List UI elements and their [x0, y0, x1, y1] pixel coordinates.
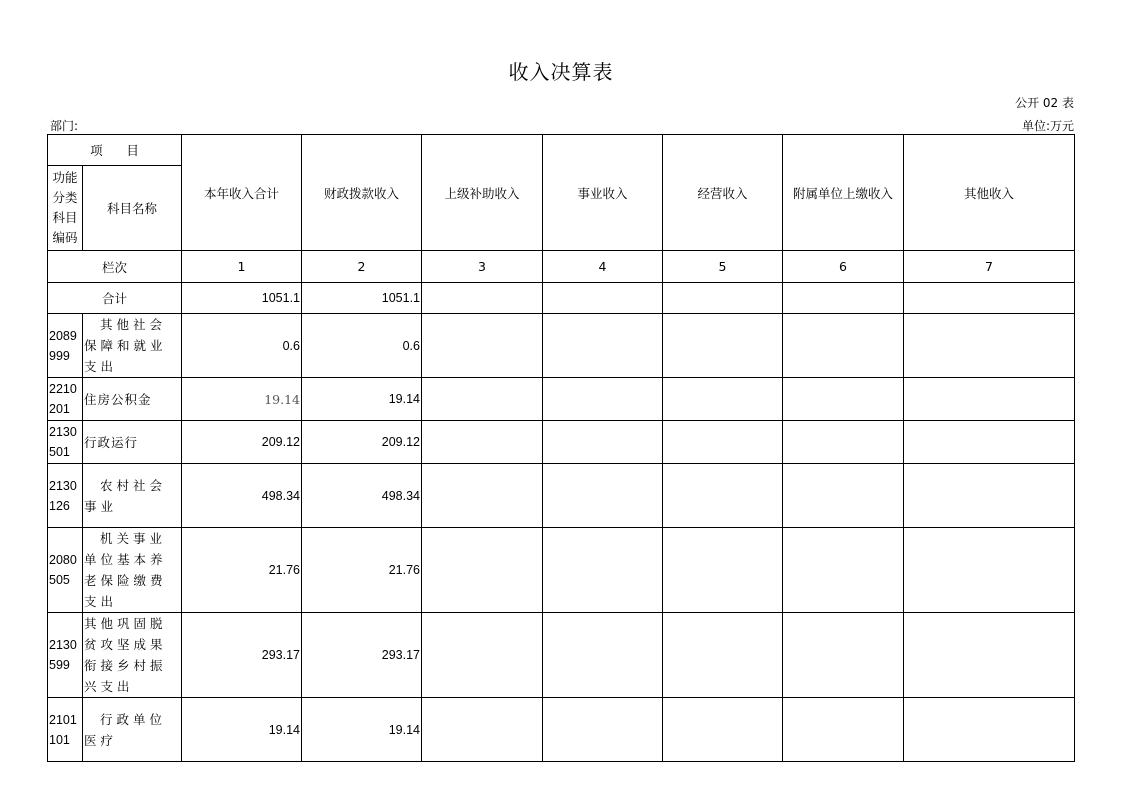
row-value-1: 19.14 [182, 378, 302, 421]
department-label: 部门: [50, 119, 79, 133]
header-col-1: 本年收入合计 [182, 135, 302, 251]
row-value-7 [904, 464, 1075, 528]
row-value-2: 498.34 [302, 464, 422, 528]
total-value-7 [904, 283, 1075, 314]
row-value-3 [422, 378, 543, 421]
column-index-2: 2 [302, 251, 422, 283]
row-value-5 [663, 314, 783, 378]
total-value-6 [783, 283, 904, 314]
row-code: 2130599 [48, 613, 83, 698]
row-value-5 [663, 613, 783, 698]
row-value-6 [783, 378, 904, 421]
row-value-3 [422, 314, 543, 378]
total-row [48, 283, 1075, 314]
row-value-4 [543, 421, 663, 464]
row-code: 2130501 [48, 421, 83, 464]
total-value-4 [543, 283, 663, 314]
row-name: 行政单位医疗 [83, 698, 182, 762]
header-col-2: 财政拨款收入 [302, 135, 422, 251]
table-row [48, 528, 1075, 613]
row-name: 其他社会保障和就业支出 [83, 314, 182, 378]
row-value-2: 19.14 [302, 378, 422, 421]
table-row [48, 613, 1075, 698]
row-value-1: 209.12 [182, 421, 302, 464]
row-value-3 [422, 698, 543, 762]
row-value-6 [783, 698, 904, 762]
row-value-7 [904, 421, 1075, 464]
column-index-6: 6 [783, 251, 904, 283]
row-code: 2210201 [48, 378, 83, 421]
row-code: 2089999 [48, 314, 83, 378]
column-index-4: 4 [543, 251, 663, 283]
row-value-1: 0.6 [182, 314, 302, 378]
row-value-2: 19.14 [302, 698, 422, 762]
total-value-1: 1051.1 [182, 283, 302, 314]
row-value-4 [543, 314, 663, 378]
header-subject-name: 科目名称 [83, 166, 182, 251]
row-value-3 [422, 528, 543, 613]
row-value-6 [783, 464, 904, 528]
row-code: 2101101 [48, 698, 83, 762]
header-col-3: 上级补助收入 [422, 135, 543, 251]
row-value-3 [422, 464, 543, 528]
row-value-7 [904, 378, 1075, 421]
header-col-6: 附属单位上缴收入 [783, 135, 904, 251]
row-value-5 [663, 421, 783, 464]
row-value-4 [543, 378, 663, 421]
row-value-7 [904, 698, 1075, 762]
row-value-2: 0.6 [302, 314, 422, 378]
row-value-4 [543, 464, 663, 528]
row-name: 住房公积金 [83, 378, 182, 421]
total-value-5 [663, 283, 783, 314]
header-item: 项 目 [48, 135, 182, 166]
row-value-1: 498.34 [182, 464, 302, 528]
header-col-7: 其他收入 [904, 135, 1075, 251]
row-name: 机关事业单位基本养老保险缴费支出 [83, 528, 182, 613]
row-value-7 [904, 528, 1075, 613]
row-code: 2080505 [48, 528, 83, 613]
table-row [48, 421, 1075, 464]
row-value-1: 19.14 [182, 698, 302, 762]
row-code: 2130126 [48, 464, 83, 528]
row-value-6 [783, 314, 904, 378]
row-value-4 [543, 613, 663, 698]
header-func-code: 功能分类科目编码 [48, 166, 83, 251]
column-index-label: 栏次 [48, 251, 182, 283]
income-table [47, 134, 1075, 762]
unit-label: 单位:万元 [1021, 119, 1074, 133]
row-value-3 [422, 421, 543, 464]
total-value-3 [422, 283, 543, 314]
total-value-2: 1051.1 [302, 283, 422, 314]
column-index-7: 7 [904, 251, 1075, 283]
row-value-4 [543, 528, 663, 613]
row-value-5 [663, 528, 783, 613]
table-row [48, 314, 1075, 378]
column-index-1: 1 [182, 251, 302, 283]
row-value-7 [904, 314, 1075, 378]
column-index-5: 5 [663, 251, 783, 283]
row-value-2: 209.12 [302, 421, 422, 464]
row-value-6 [783, 528, 904, 613]
table-row [48, 698, 1075, 762]
row-value-2: 293.17 [302, 613, 422, 698]
table-row [48, 378, 1075, 421]
row-value-3 [422, 613, 543, 698]
row-value-4 [543, 698, 663, 762]
column-index-3: 3 [422, 251, 543, 283]
page-title: 收入决算表 [508, 60, 614, 84]
row-value-1: 293.17 [182, 613, 302, 698]
row-name: 农村社会事业 [83, 464, 182, 528]
row-value-5 [663, 698, 783, 762]
row-value-1: 21.76 [182, 528, 302, 613]
row-value-2: 21.76 [302, 528, 422, 613]
row-name: 行政运行 [83, 421, 182, 464]
header-col-5: 经营收入 [663, 135, 783, 251]
form-number: 公开 02 表 [1015, 96, 1074, 110]
total-label: 合计 [48, 283, 182, 314]
row-value-7 [904, 613, 1075, 698]
header-col-4: 事业收入 [543, 135, 663, 251]
row-value-5 [663, 464, 783, 528]
row-value-6 [783, 613, 904, 698]
table-row [48, 464, 1075, 528]
row-value-5 [663, 378, 783, 421]
row-value-6 [783, 421, 904, 464]
row-name: 其他巩固脱贫攻坚成果衔接乡村振兴支出 [83, 613, 182, 698]
